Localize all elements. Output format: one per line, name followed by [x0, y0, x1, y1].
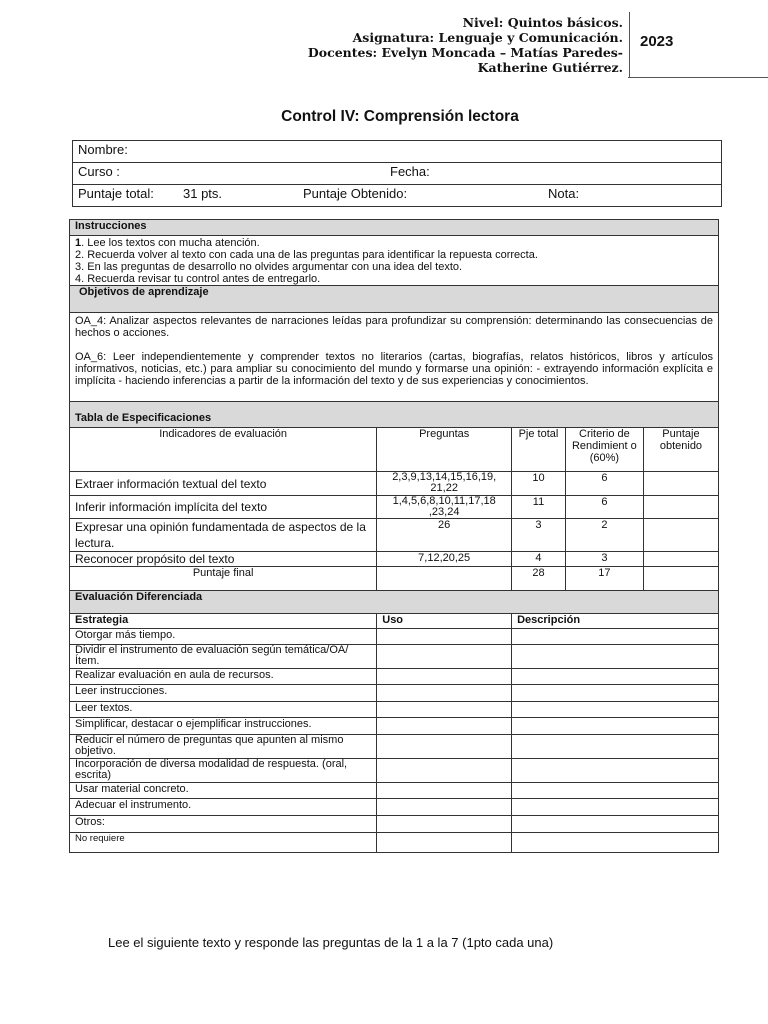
indicador-cell: Reconocer propósito del texto: [70, 552, 377, 567]
instrucciones-list: [70, 236, 719, 286]
table-row: [70, 669, 719, 685]
table-row: [70, 718, 719, 735]
table-row: [70, 472, 719, 496]
uso-cell: [377, 759, 512, 783]
puntaje-final-preguntas: [377, 567, 512, 591]
puntaje-obtenido-label: Puntaje Obtenido:: [303, 186, 408, 201]
estrategia-cell: Usar material concreto.: [70, 783, 377, 799]
descripcion-cell: [512, 718, 719, 735]
docentes-text-2: Katherine Gutiérrez.: [477, 60, 623, 75]
header-divider: [629, 12, 630, 78]
uso-cell: [377, 833, 512, 853]
main-table: [69, 219, 719, 853]
puntaje-final-row: [70, 567, 719, 591]
descripcion-cell: [512, 783, 719, 799]
objetivos-heading-row: [70, 286, 719, 313]
estrategia-cell: Incorporación de diversa modalidad de respuesta. (oral, escrita): [70, 759, 377, 783]
table-row: [70, 759, 719, 783]
table-row: [70, 783, 719, 799]
estrategia-cell: Otros:: [70, 816, 377, 833]
table-row: [70, 702, 719, 718]
criterio-cell: 3: [565, 552, 643, 567]
indicador-cell: Extraer información textual del texto: [70, 472, 377, 496]
uso-cell: [377, 783, 512, 799]
table-row: [70, 799, 719, 816]
table-row: [70, 735, 719, 759]
descripcion-cell: [512, 669, 719, 685]
table-row: [70, 833, 719, 853]
puntaje-final-criterio: 17: [565, 567, 643, 591]
descripcion-cell: [512, 816, 719, 833]
pje-cell: 10: [512, 472, 566, 496]
preguntas-cell: 1,4,5,6,8,10,11,17,18 ,23,24: [377, 496, 512, 519]
estrategia-cell: Otorgar más tiempo.: [70, 629, 377, 645]
document-header: [223, 15, 623, 75]
col-estrategia: Estrategia: [70, 614, 377, 629]
col-descripcion: Descripción: [512, 614, 719, 629]
diferenciada-heading-row: [70, 591, 719, 614]
uso-cell: [377, 685, 512, 702]
col-puntaje-obtenido: Puntaje obtenido: [643, 428, 718, 472]
obtenido-cell: [643, 519, 718, 552]
uso-cell: [377, 735, 512, 759]
col-preguntas: Preguntas: [377, 428, 512, 472]
col-uso: Uso: [377, 614, 512, 629]
nota-label: Nota:: [548, 186, 580, 201]
pje-cell: 11: [512, 496, 566, 519]
nivel-text: Nivel: Quintos básicos.: [462, 15, 623, 30]
objetivos-heading-text: Objetivos de aprendizaje: [79, 286, 209, 298]
instruccion-3: 3. En las preguntas de desarrollo no olvides argumentar con una idea del texto.: [75, 261, 463, 273]
instruccion-4: 4. Recuerda revisar tu control antes de entregarlo.: [75, 273, 321, 285]
col-indicadores: Indicadores de evaluación: [70, 428, 377, 472]
preguntas-cell: 26: [377, 519, 512, 552]
diferenciada-columns-row: [70, 614, 719, 629]
puntaje-final-label: Puntaje final: [70, 567, 377, 591]
oa6-text: OA_6: Leer independientemente y comprender textos no literarios (cartas, biografías, relatos históricos, libros y artículos informativos, noticias, etc.) para ampliar su conocimiento del mundo y formarse una opinión: - extrayendo información explícita e implícita - haciendo inferencias a partir de la información del texto y de sus experiencias y conocimientos.: [75, 351, 713, 387]
descripcion-cell: [512, 833, 719, 853]
estrategia-cell: Realizar evaluación en aula de recursos.: [70, 669, 377, 685]
oa4-text: OA_4: Analizar aspectos relevantes de narraciones leídas para profundizar su comprensión: determinando las consecuencias de hechos o acciones.: [75, 315, 713, 339]
pje-cell: 3: [512, 519, 566, 552]
objetivos-body: [70, 313, 719, 402]
curso-label: Curso :: [78, 164, 120, 179]
instruccion-2: 2. Recuerda volver al texto con cada una de las preguntas para identificar la repuesta correcta.: [75, 249, 538, 261]
estrategia-cell: Leer textos.: [70, 702, 377, 718]
uso-cell: [377, 669, 512, 685]
descripcion-cell: [512, 629, 719, 645]
table-row: [70, 552, 719, 567]
descripcion-cell: [512, 759, 719, 783]
indicador-cell: Inferir información implícita del texto: [70, 496, 377, 519]
puntaje-final-obtenido: [643, 567, 718, 591]
obtenido-cell: [643, 496, 718, 519]
year-text: 2023: [640, 33, 674, 50]
obtenido-cell: [643, 472, 718, 496]
estrategia-cell: No requiere: [70, 833, 377, 853]
diferenciada-heading: Evaluación Diferenciada: [70, 591, 719, 614]
uso-cell: [377, 799, 512, 816]
puntaje-total-label: Puntaje total:: [78, 186, 154, 201]
col-pje-total: Pje total: [512, 428, 566, 472]
estrategia-cell: Reducir el número de preguntas que apunten al mismo objetivo.: [70, 735, 377, 759]
nombre-label: Nombre:: [78, 142, 128, 157]
docentes-text: Docentes: Evelyn Moncada – Matías Paredes-: [307, 45, 623, 60]
asignatura-text: Asignatura: Lenguaje y Comunicación.: [352, 30, 623, 45]
criterio-cell: 6: [565, 496, 643, 519]
instruccion-1: [75, 237, 713, 249]
descripcion-cell: [512, 799, 719, 816]
uso-cell: [377, 645, 512, 669]
uso-cell: [377, 702, 512, 718]
instrucciones-body-row: [70, 236, 719, 286]
table-row: [70, 629, 719, 645]
table-row: [70, 685, 719, 702]
instrucciones-heading-row: [70, 220, 719, 236]
descripcion-cell: [512, 735, 719, 759]
col-criterio: Criterio de Rendimient o (60%): [565, 428, 643, 472]
objetivos-heading: [70, 286, 719, 313]
indicador-cell: Expresar una opinión fundamentada de aspectos de la lectura.: [70, 519, 377, 552]
uso-cell: [377, 629, 512, 645]
especificaciones-heading: Tabla de Especificaciones: [70, 402, 719, 428]
student-info-box: [72, 140, 722, 207]
table-row: [70, 645, 719, 669]
descripcion-cell: [512, 702, 719, 718]
criterio-cell: 6: [565, 472, 643, 496]
puntaje-row: [73, 185, 721, 206]
estrategia-cell: Dividir el instrumento de evaluación según temática/OA/ Ítem.: [70, 645, 377, 669]
estrategia-cell: Simplificar, destacar o ejemplificar instrucciones.: [70, 718, 377, 735]
table-row: [70, 496, 719, 519]
criterio-cell: 2: [565, 519, 643, 552]
descripcion-cell: [512, 685, 719, 702]
instrucciones-heading: Instrucciones: [70, 220, 719, 236]
preguntas-cell: 7,12,20,25: [377, 552, 512, 567]
objetivos-body-row: [70, 313, 719, 402]
pje-cell: 4: [512, 552, 566, 567]
estrategia-cell: Adecuar el instrumento.: [70, 799, 377, 816]
table-row: [70, 816, 719, 833]
puntaje-final-pje: 28: [512, 567, 566, 591]
uso-cell: [377, 718, 512, 735]
footer-instruction: Lee el siguiente texto y responde las preguntas de la 1 a la 7 (1pto cada una): [108, 935, 554, 950]
uso-cell: [377, 816, 512, 833]
obtenido-cell: [643, 552, 718, 567]
nombre-row: [73, 141, 721, 163]
table-row: [70, 519, 719, 552]
estrategia-cell: Leer instrucciones.: [70, 685, 377, 702]
puntaje-total-value: 31 pts.: [183, 186, 223, 201]
fecha-label: Fecha:: [390, 164, 430, 179]
header-underline: [628, 77, 768, 78]
page-title: Control IV: Comprensión lectora: [281, 108, 519, 125]
instruccion-1-text: . Lee los textos con mucha atención.: [81, 237, 260, 249]
curso-row: [73, 163, 721, 185]
instruccion-1-num: 1: [75, 237, 82, 249]
especificaciones-columns-row: [70, 428, 719, 472]
descripcion-cell: [512, 645, 719, 669]
preguntas-cell: 2,3,9,13,14,15,16,19, 21,22: [377, 472, 512, 496]
especificaciones-heading-row: [70, 402, 719, 428]
